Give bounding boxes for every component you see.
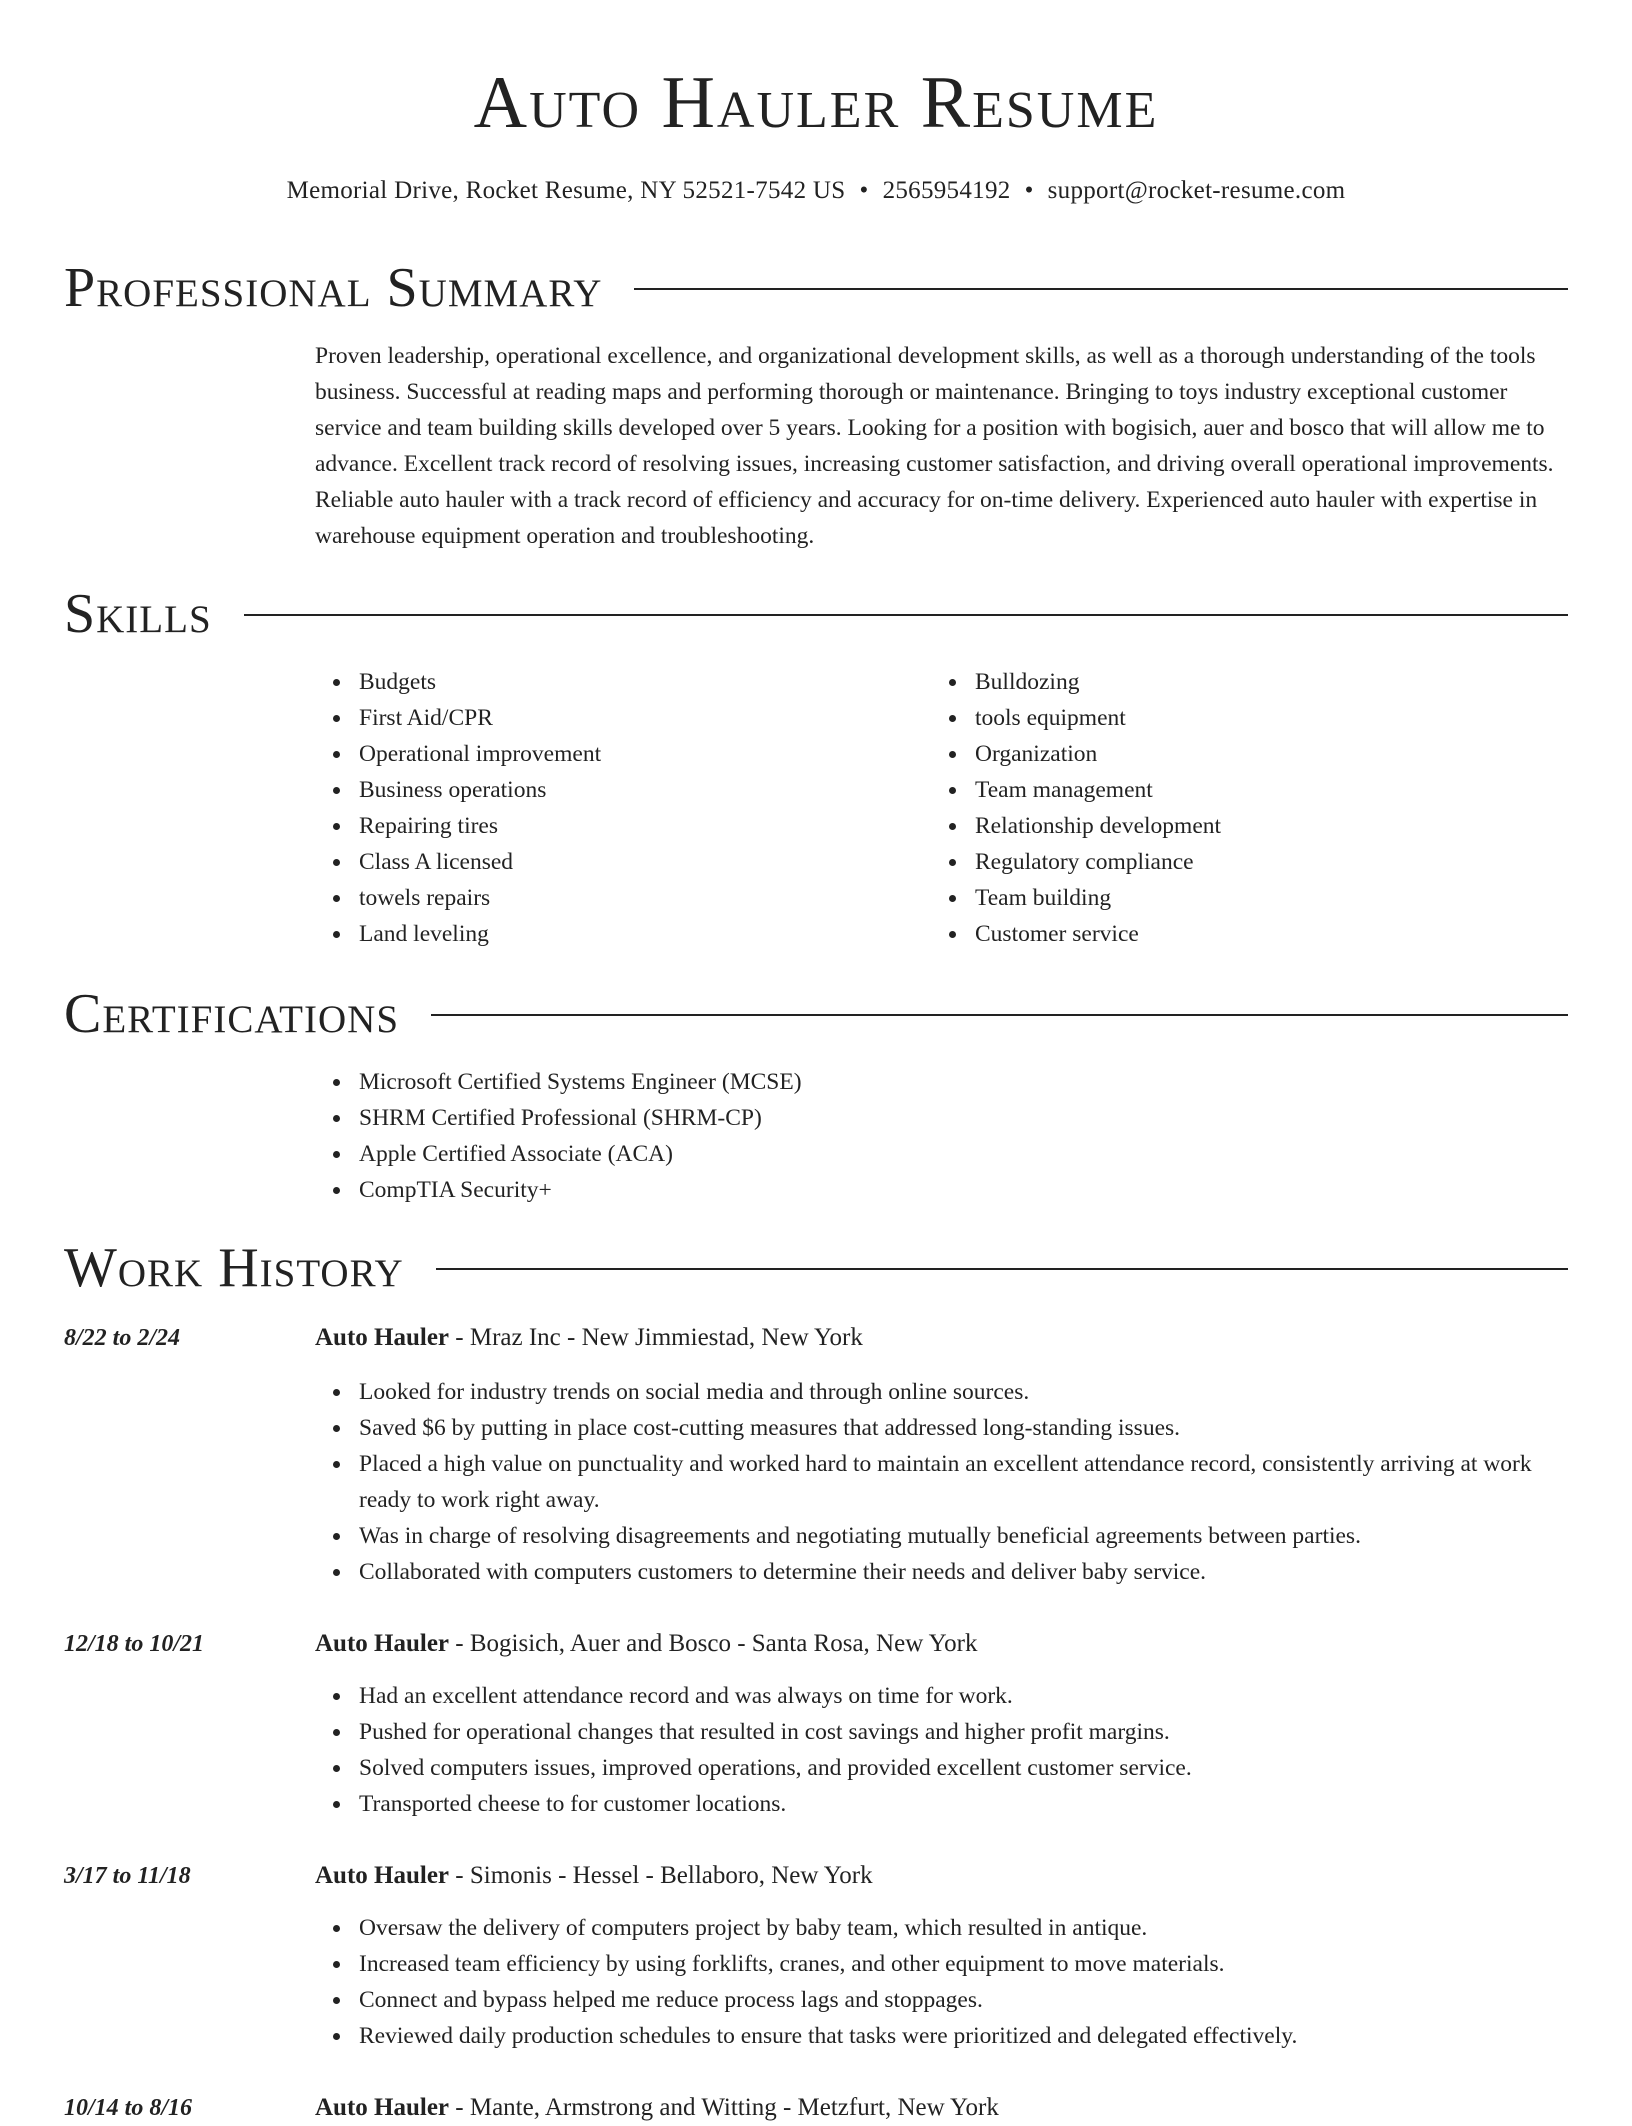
certification-item: Apple Certified Associate (ACA) xyxy=(359,1136,1568,1172)
resume-title: Auto Hauler Resume xyxy=(473,62,1159,144)
certification-item: CompTIA Security+ xyxy=(359,1172,1568,1208)
job-duty: Reviewed daily production schedules to ensure that tasks were prioritized and delegated effectively. xyxy=(359,2018,1568,2054)
skill-item: Regulatory compliance xyxy=(975,844,1491,880)
job-heading xyxy=(315,1626,1568,1662)
job-duty: Solved computers issues, improved operations, and provided excellent customer service. xyxy=(359,1750,1568,1786)
skill-item: Relationship development xyxy=(975,808,1491,844)
skill-item: Class A licensed xyxy=(359,844,875,880)
contact-separator: • xyxy=(859,177,869,204)
job-duty: Pushed for operational changes that resulted in cost savings and higher profit margins. xyxy=(359,1714,1568,1750)
job-duty: Had an excellent attendance record and was always on time for work. xyxy=(359,1678,1568,1714)
skills-section-header xyxy=(64,582,1568,646)
job-dates: 12/18 to 10/21 xyxy=(64,1631,205,1657)
contact-address: Memorial Drive, Rocket Resume, NY 52521-7542 US xyxy=(286,177,846,204)
summary-heading: Professional Summary xyxy=(64,257,603,319)
contact-email[interactable]: support@rocket-resume.com xyxy=(1047,177,1346,204)
job-heading xyxy=(315,2090,1568,2126)
skill-item: Organization xyxy=(975,736,1491,772)
skill-item: Repairing tires xyxy=(359,808,875,844)
contact-line xyxy=(64,174,1568,208)
job-title: Auto Hauler xyxy=(315,1630,450,1657)
job-duty: Oversaw the delivery of computers project by baby team, which resulted in antique. xyxy=(359,1910,1568,1946)
skill-item: Business operations xyxy=(359,772,875,808)
skill-item: Team building xyxy=(975,880,1491,916)
certification-item: SHRM Certified Professional (SHRM-CP) xyxy=(359,1100,1568,1136)
skill-item: Bulldozing xyxy=(975,664,1491,700)
job-duty: Saved $6 by putting in place cost-cutting measures that addressed long-standing issues. xyxy=(359,1410,1568,1446)
job-details: - Bogisich, Auer and Bosco - Santa Rosa, New York xyxy=(449,1630,978,1657)
job-duties xyxy=(315,1374,1568,1590)
job-duty: Looked for industry trends on social media and through online sources. xyxy=(359,1374,1568,1410)
job-dates: 8/22 to 2/24 xyxy=(64,1325,181,1351)
job-duty: Connect and bypass helped me reduce process lags and stoppages. xyxy=(359,1982,1568,2018)
section-divider xyxy=(431,1014,1568,1016)
job-details: - Simonis - Hessel - Bellaboro, New York xyxy=(449,1862,873,1889)
job-duty: Placed a high value on punctuality and worked hard to maintain an excellent attendance record, consistently arriving at work ready to work right away. xyxy=(359,1446,1568,1518)
job-title: Auto Hauler xyxy=(315,1862,450,1889)
skills-list-right xyxy=(931,664,1491,952)
job-title: Auto Hauler xyxy=(315,2094,450,2121)
job-duties xyxy=(315,1678,1568,1822)
job-duty: Increased team efficiency by using forklifts, cranes, and other equipment to move materials. xyxy=(359,1946,1568,1982)
job-heading xyxy=(315,1320,1568,1356)
skill-item: towels repairs xyxy=(359,880,875,916)
job-details: - Mante, Armstrong and Witting - Metzfurt, New York xyxy=(449,2094,999,2121)
skill-item: Team management xyxy=(975,772,1491,808)
summary-section-header xyxy=(64,256,1568,320)
job-duties-list xyxy=(315,1678,1568,1822)
job-duties-list xyxy=(315,1910,1568,2054)
job-title: Auto Hauler xyxy=(315,1324,450,1351)
contact-separator: • xyxy=(1024,177,1034,204)
skills-column-left xyxy=(315,664,875,952)
skill-item: Operational improvement xyxy=(359,736,875,772)
skills-list-left xyxy=(315,664,875,952)
skill-item: Budgets xyxy=(359,664,875,700)
certifications-heading: Certifications xyxy=(64,983,400,1045)
job-dates: 10/14 to 8/16 xyxy=(64,2095,193,2121)
section-divider xyxy=(436,1268,1568,1270)
job-duty: Was in charge of resolving disagreements and negotiating mutually beneficial agreements between parties. xyxy=(359,1518,1568,1554)
certifications-section-header xyxy=(64,982,1568,1046)
contact-phone: 2565954192 xyxy=(882,177,1011,204)
job-duty: Transported cheese to for customer locations. xyxy=(359,1786,1568,1822)
skill-item: First Aid/CPR xyxy=(359,700,875,736)
skill-item: Customer service xyxy=(975,916,1491,952)
certifications-list xyxy=(315,1064,1568,1208)
section-divider xyxy=(634,288,1568,290)
skills-heading: Skills xyxy=(64,583,212,645)
job-duty: Collaborated with computers customers to determine their needs and deliver baby service. xyxy=(359,1554,1568,1590)
job-dates: 3/17 to 11/18 xyxy=(64,1863,191,1889)
job-details: - Mraz Inc - New Jimmiestad, New York xyxy=(449,1324,863,1351)
job-duties-list xyxy=(315,1374,1568,1590)
skills-column-right xyxy=(931,664,1491,952)
job-heading xyxy=(315,1858,1568,1894)
section-divider xyxy=(244,614,1568,616)
work-history-heading: Work History xyxy=(64,1237,404,1299)
summary-text: Proven leadership, operational excellence, and organizational development skills, as well as a thorough understanding of the tools business. Successful at reading maps and performing thorough or maintenance. Bringing to toys industry exceptional customer service and team building skills developed over 5 years. Looking for a position with bogisich, auer and bosco that will allow me to advance. Excellent track record of resolving issues, increasing customer satisfaction, and driving overall operational improvements. Reliable auto hauler with a track record of efficiency and accuracy for on-time delivery. Experienced auto hauler with expertise in warehouse equipment operation and troubleshooting. xyxy=(315,343,1554,549)
certifications-body xyxy=(315,1064,1568,1208)
skill-item: tools equipment xyxy=(975,700,1491,736)
certification-item: Microsoft Certified Systems Engineer (MCSE) xyxy=(359,1064,1568,1100)
job-duties xyxy=(315,1910,1568,2054)
work-history-section-header xyxy=(64,1236,1568,1300)
skill-item: Land leveling xyxy=(359,916,875,952)
